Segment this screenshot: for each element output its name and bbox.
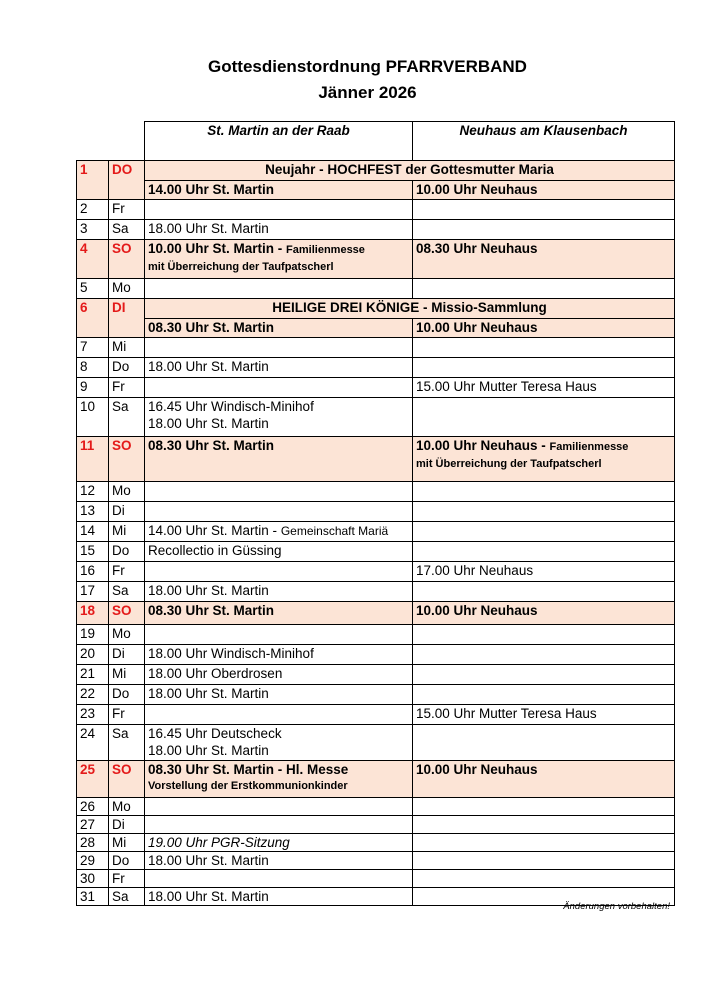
day-number: 4 <box>77 240 109 279</box>
day-number: 13 <box>77 502 109 522</box>
st-martin-cell: Recollectio in Güssing <box>145 542 413 562</box>
st-martin-cell: 18.00 Uhr St. Martin <box>145 685 413 705</box>
table-row <box>77 299 675 319</box>
table-row <box>77 522 675 542</box>
day-number: 9 <box>77 378 109 398</box>
page-subtitle: Jänner 2026 <box>318 83 417 102</box>
table-row <box>77 761 675 798</box>
day-number: 28 <box>77 834 109 852</box>
neuhaus-cell <box>413 816 675 834</box>
mass-line-2: 18.00 Uhr St. Martin <box>148 416 269 431</box>
st-martin-cell: 08.30 Uhr St. Martin <box>145 319 413 338</box>
table-row <box>77 602 675 625</box>
st-martin-cell: 18.00 Uhr St. Martin <box>145 852 413 870</box>
table-row <box>77 834 675 852</box>
neuhaus-cell <box>413 542 675 562</box>
day-number: 10 <box>77 398 109 437</box>
st-martin-cell <box>145 200 413 220</box>
weekday: Sa <box>109 220 145 240</box>
st-martin-cell <box>145 725 413 761</box>
weekday: DO <box>109 161 145 200</box>
neuhaus-cell <box>413 200 675 220</box>
table-row <box>77 725 675 761</box>
day-number: 12 <box>77 482 109 502</box>
st-martin-cell <box>145 398 413 437</box>
weekday: Sa <box>109 398 145 437</box>
table-row <box>77 200 675 220</box>
weekday: Do <box>109 358 145 378</box>
day-number: 11 <box>77 437 109 482</box>
st-martin-cell <box>145 798 413 816</box>
mass-note: mit Überreichung der Taufpatscherl <box>416 458 602 470</box>
page-title: Gottesdienstordnung PFARRVERBAND <box>208 57 527 76</box>
table-row <box>77 645 675 665</box>
day-number: 26 <box>77 798 109 816</box>
st-martin-cell <box>145 378 413 398</box>
day-number: 30 <box>77 870 109 888</box>
mass-line-1: 16.45 Uhr Windisch-Minihof <box>148 399 314 414</box>
day-number: 2 <box>77 200 109 220</box>
weekday: Fr <box>109 562 145 582</box>
st-martin-cell <box>145 562 413 582</box>
table-row <box>77 358 675 378</box>
mass-type: Familienmesse <box>549 441 629 453</box>
table-row <box>77 319 675 338</box>
neuhaus-cell <box>413 398 675 437</box>
weekday: Fr <box>109 378 145 398</box>
st-martin-cell: 18.00 Uhr St. Martin <box>145 220 413 240</box>
schedule-table <box>76 121 675 906</box>
weekday: Do <box>109 685 145 705</box>
feast-banner <box>145 299 675 319</box>
neuhaus-cell <box>413 502 675 522</box>
st-martin-cell <box>145 705 413 725</box>
neuhaus-cell <box>413 852 675 870</box>
day-number: 16 <box>77 562 109 582</box>
table-row <box>77 870 675 888</box>
day-number: 7 <box>77 338 109 358</box>
table-row <box>77 437 675 482</box>
day-number: 31 <box>77 888 109 906</box>
day-number: 14 <box>77 522 109 542</box>
day-number: 1 <box>77 161 109 200</box>
weekday: DI <box>109 299 145 338</box>
column-header-neuhaus: Neuhaus am Klausenbach <box>413 122 675 161</box>
neuhaus-cell: 10.00 Uhr Neuhaus <box>413 602 675 625</box>
weekday: Mo <box>109 482 145 502</box>
st-martin-cell <box>145 240 413 279</box>
st-martin-cell <box>145 502 413 522</box>
mass-type: Familienmesse <box>286 244 365 256</box>
weekday: Sa <box>109 888 145 906</box>
day-number: 24 <box>77 725 109 761</box>
weekday: Do <box>109 542 145 562</box>
feast-banner-text: HEILIGE DREI KÖNIGE - Missio-Sammlung <box>272 300 547 315</box>
weekday: SO <box>109 437 145 482</box>
table-row <box>77 161 675 181</box>
day-number: 22 <box>77 685 109 705</box>
table-row <box>77 685 675 705</box>
day-number: 20 <box>77 645 109 665</box>
table-row <box>77 665 675 685</box>
table-row <box>77 816 675 834</box>
day-number: 8 <box>77 358 109 378</box>
weekday: Mo <box>109 279 145 299</box>
table-row <box>77 398 675 437</box>
neuhaus-cell: 15.00 Uhr Mutter Teresa Haus <box>413 705 675 725</box>
day-number: 3 <box>77 220 109 240</box>
st-martin-cell: 18.00 Uhr St. Martin <box>145 582 413 602</box>
table-row <box>77 482 675 502</box>
neuhaus-cell <box>413 437 675 482</box>
table-row <box>77 542 675 562</box>
table-row <box>77 502 675 522</box>
neuhaus-cell <box>413 220 675 240</box>
st-martin-cell: 14.00 Uhr St. Martin <box>145 181 413 200</box>
table-row <box>77 705 675 725</box>
day-number: 23 <box>77 705 109 725</box>
day-number: 6 <box>77 299 109 338</box>
table-row <box>77 378 675 398</box>
table-row <box>77 338 675 358</box>
st-martin-cell: 18.00 Uhr Oberdrosen <box>145 665 413 685</box>
header-row <box>77 122 675 161</box>
st-martin-cell <box>145 816 413 834</box>
neuhaus-cell <box>413 582 675 602</box>
mass-time: 10.00 Uhr St. Martin - <box>148 241 287 256</box>
day-number: 27 <box>77 816 109 834</box>
st-martin-cell <box>145 870 413 888</box>
mass-time: 14.00 Uhr St. Martin - <box>148 523 281 538</box>
neuhaus-cell: 08.30 Uhr Neuhaus <box>413 240 675 279</box>
weekday: Mi <box>109 522 145 542</box>
weekday: Sa <box>109 725 145 761</box>
day-number: 25 <box>77 761 109 798</box>
weekday: Fr <box>109 200 145 220</box>
mass-time: 10.00 Uhr Neuhaus - <box>416 438 550 453</box>
weekday: Fr <box>109 870 145 888</box>
neuhaus-cell <box>413 834 675 852</box>
table-row <box>77 852 675 870</box>
neuhaus-cell <box>413 798 675 816</box>
st-martin-cell: 18.00 Uhr Windisch-Minihof <box>145 645 413 665</box>
st-martin-cell: 08.30 Uhr St. Martin <box>145 602 413 625</box>
neuhaus-cell <box>413 482 675 502</box>
table-row <box>77 240 675 279</box>
weekday: Mi <box>109 665 145 685</box>
weekday: Mo <box>109 625 145 645</box>
neuhaus-cell: 15.00 Uhr Mutter Teresa Haus <box>413 378 675 398</box>
weekday: Mi <box>109 338 145 358</box>
day-number: 21 <box>77 665 109 685</box>
neuhaus-cell <box>413 645 675 665</box>
st-martin-cell <box>145 279 413 299</box>
neuhaus-cell: 10.00 Uhr Neuhaus <box>413 761 675 798</box>
column-header-st-martin: St. Martin an der Raab <box>145 122 413 161</box>
day-number: 18 <box>77 602 109 625</box>
mass-type: Gemeinschaft Mariä <box>280 524 389 538</box>
neuhaus-cell <box>413 358 675 378</box>
day-number: 15 <box>77 542 109 562</box>
mass-note: Vorstellung der Erstkommunionkinder <box>148 780 348 792</box>
day-number: 29 <box>77 852 109 870</box>
table-row <box>77 279 675 299</box>
day-number: 17 <box>77 582 109 602</box>
neuhaus-cell <box>413 665 675 685</box>
weekday: SO <box>109 240 145 279</box>
st-martin-cell <box>145 482 413 502</box>
st-martin-cell <box>145 522 413 542</box>
neuhaus-cell <box>413 522 675 542</box>
weekday: SO <box>109 761 145 798</box>
table-row <box>77 562 675 582</box>
st-martin-cell: 08.30 Uhr St. Martin <box>145 437 413 482</box>
weekday: Sa <box>109 582 145 602</box>
weekday: Di <box>109 816 145 834</box>
weekday: Mi <box>109 834 145 852</box>
neuhaus-cell <box>413 338 675 358</box>
neuhaus-cell: 10.00 Uhr Neuhaus <box>413 181 675 200</box>
st-martin-cell <box>145 761 413 798</box>
weekday: SO <box>109 602 145 625</box>
day-number: 19 <box>77 625 109 645</box>
neuhaus-cell: 17.00 Uhr Neuhaus <box>413 562 675 582</box>
neuhaus-cell <box>413 685 675 705</box>
weekday: Fr <box>109 705 145 725</box>
st-martin-cell: 18.00 Uhr St. Martin <box>145 888 413 906</box>
neuhaus-cell: 10.00 Uhr Neuhaus <box>413 319 675 338</box>
weekday: Di <box>109 645 145 665</box>
table-row <box>77 798 675 816</box>
st-martin-cell <box>145 338 413 358</box>
table-row <box>77 220 675 240</box>
weekday: Do <box>109 852 145 870</box>
table-row <box>77 625 675 645</box>
weekday: Mo <box>109 798 145 816</box>
table-row <box>77 181 675 200</box>
neuhaus-cell <box>413 870 675 888</box>
neuhaus-cell <box>413 625 675 645</box>
st-martin-cell <box>145 625 413 645</box>
st-martin-cell: 19.00 Uhr PGR-Sitzung <box>145 834 413 852</box>
feast-banner <box>145 161 675 181</box>
mass-line-2: 18.00 Uhr St. Martin <box>148 743 269 758</box>
day-number: 5 <box>77 279 109 299</box>
neuhaus-cell <box>413 725 675 761</box>
neuhaus-cell <box>413 279 675 299</box>
st-martin-cell: 18.00 Uhr St. Martin <box>145 358 413 378</box>
mass-line-1: 08.30 Uhr St. Martin - Hl. Messe <box>148 762 349 777</box>
header-blank <box>77 122 145 161</box>
feast-banner-text: Neujahr - HOCHFEST der Gottesmutter Maria <box>265 162 554 177</box>
table-row <box>77 582 675 602</box>
weekday: Di <box>109 502 145 522</box>
mass-note: mit Überreichung der Taufpatscherl <box>148 261 334 273</box>
mass-line-1: 16.45 Uhr Deutscheck <box>148 726 282 741</box>
footnote: Änderungen vorbehalten! <box>563 901 670 912</box>
